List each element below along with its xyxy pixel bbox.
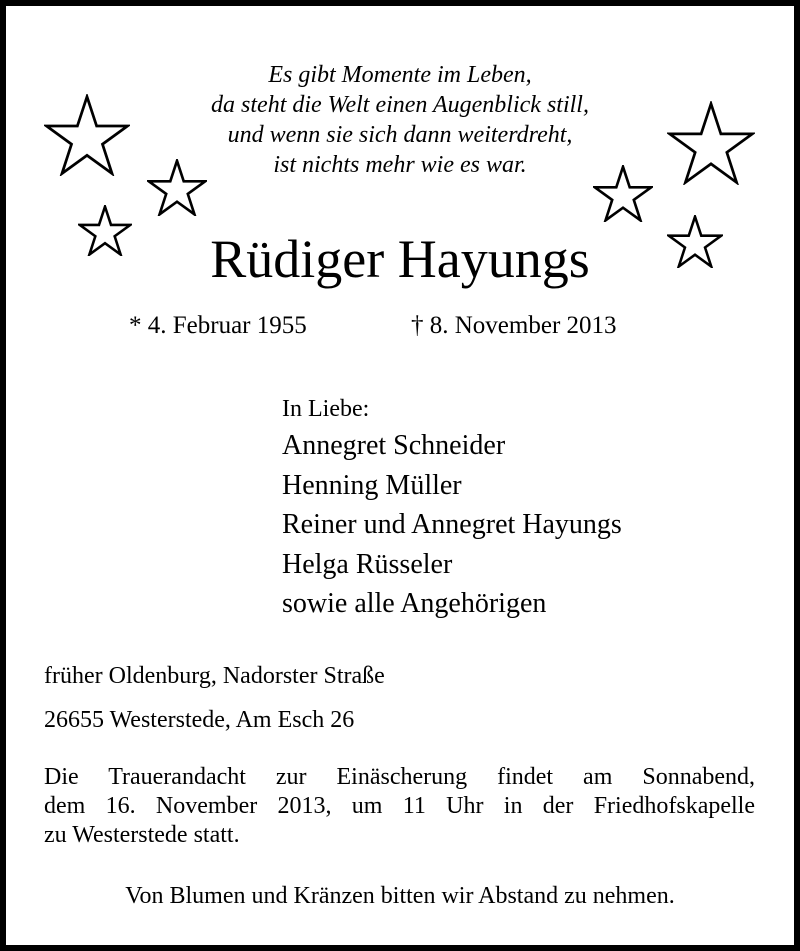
notice-line: Die Trauerandacht zur Einäscherung findet am Sonnabend, xyxy=(44,764,755,790)
closing-request: Von Blumen und Kränzen bitten wir Abstand zu nehmen. xyxy=(125,883,675,909)
notice-line: zu Westerstede statt. xyxy=(44,822,240,848)
deceased-name: Rüdiger Hayungs xyxy=(210,229,590,289)
mourner-name: Helga Rüsseler xyxy=(282,548,453,580)
current-address: 26655 Westerstede, Am Esch 26 xyxy=(44,707,355,733)
death-date: † 8. November 2013 xyxy=(411,312,617,339)
mourner-name: Reiner und Annegret Hayungs xyxy=(282,509,622,540)
memorial-quote xyxy=(150,60,650,180)
mourners-intro: In Liebe: xyxy=(282,396,370,422)
birth-date: * 4. Februar 1955 xyxy=(129,312,307,339)
former-address: früher Oldenburg, Nadorster Straße xyxy=(44,663,385,689)
quote-line: ist nichts mehr wie es war. xyxy=(273,152,527,178)
mourner-name: Henning Müller xyxy=(282,469,462,501)
quote-line: da steht die Welt einen Augenblick still, xyxy=(211,92,589,118)
mourner-name: sowie alle Angehörigen xyxy=(282,588,547,619)
star-icon xyxy=(147,159,207,216)
star-icon xyxy=(44,94,130,176)
mourner-name: Annegret Schneider xyxy=(282,430,506,461)
quote-line: Es gibt Momente im Leben, xyxy=(268,62,532,88)
mourners-list xyxy=(282,392,622,624)
notice-line: dem 16. November 2013, um 11 Uhr in der Friedhofskapelle xyxy=(44,793,755,819)
star-icon xyxy=(667,101,755,185)
quote-line: und wenn sie sich dann weiterdreht, xyxy=(227,122,573,148)
funeral-notice xyxy=(44,763,755,850)
star-icon xyxy=(593,165,653,222)
